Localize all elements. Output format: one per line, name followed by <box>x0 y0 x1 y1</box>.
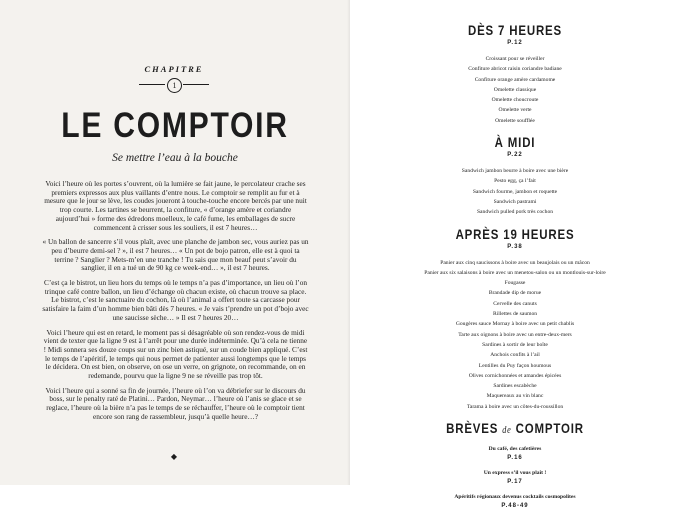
menu-item: Confiture orange amère cardamome <box>474 76 556 83</box>
menu-item: Rillettes de saumon <box>492 311 538 318</box>
page-title: LE COMPTOIR <box>61 106 289 145</box>
menu-item: Fougasse <box>504 280 526 287</box>
section-title-prefix: BRÈVES <box>446 420 499 437</box>
section-title <box>437 420 593 439</box>
menu-item: Tarte aux oignons à boire avec un entre-deux-mers <box>458 331 572 338</box>
section-title-suffix: COMPTOIR <box>515 420 584 437</box>
paragraph: Voici l’heure qui a sonné sa fin de journée, l’heure où l’on va débriefer sur le discours du boss, sur le penalty raté de Platini… Pardon, Neymar… l’heure où l’anis se glace et se reglace, l’heure où la bière n’a pas le temps de se réchauffer, l’heure où le comptoir tient encore son rang de rassembleur, jusqu’à quelle heure…? <box>45 385 306 421</box>
menu-item: Sandwich jambon beurre à boire avec une bière <box>461 168 569 175</box>
menu-item: Omelette classique <box>493 86 537 93</box>
menu-item: Pesto egg, ça l’fait <box>494 178 536 185</box>
chapter-badge <box>135 64 213 108</box>
chapter-label: CHAPITRE <box>144 64 204 74</box>
paragraph: Voici l’heure où les portes s’ouvrent, où la lumière se fait jaune, le percolateur crache ses premiers expressos aux plus vaillants d’entre nous. Le comptoir se remplit au fur et à mesure que le jour se lève, les coudes joueront à touche-touche encore bercés par une nuit trop courte. Les tartines se beurrent, la confiture, « d’orange amère et coriandre aujourd’hui » forme des édredons moelleux, le café fume, les emballages de sucre commencent à crisser sous les souliers, il est 7 heures… <box>44 179 307 232</box>
section-title: DÈS 7 HEURES <box>467 22 563 38</box>
menu-item: Sardines à sortir de leur boîte <box>482 341 548 348</box>
menu-item: Confiture abricot raisin coriandre badiane <box>468 66 562 73</box>
body-text <box>42 180 309 428</box>
section-page: P.12 <box>507 40 523 46</box>
paragraph: Voici l’heure qui est en retard, le moment pas si désagréable où son rendez-vous de midi vient de texter que la ligne 9 est à l’arrêt pour une durée indéterminée. Qu’à cela ne tienne ! Midi sonnera ses douze coups sur un zinc bien astiqué, sur un coude bien appliqué. C’est le temps de l’apéritif, le temps qui nous permet de patienter aussi longtemps que le temps le décidera. On est bien, on observe, on ose un verre, on grignote, on recommande, on en redemande, pourvu que la ligne 9 ne se réveille pas trop tôt. <box>43 327 308 381</box>
badge-rule-left <box>139 84 165 85</box>
section-title: APRÈS 19 HEURES <box>455 225 575 242</box>
menu-item: Maquereaux au vin blanc <box>486 393 544 400</box>
page-subtitle: Se mettre l’eau à la bouche <box>112 152 238 164</box>
brief-label: Un express s’il vous plaît ! <box>483 470 547 477</box>
section-title-mid: de <box>502 425 512 437</box>
brief-page: P.16 <box>507 455 523 462</box>
section-page: P.38 <box>507 243 523 250</box>
paragraph: « Un ballon de sancerre s’il vous plaît, avec une planche de jambon sec, vous auriez pas un peu d’beurre demi-sel ? », il est 7 heures… « Un pot de bojo patron, elle est à quoi ta terrine ? Sanglier ? Mets-m’en une tranche ! Tu sais que mon beauf peut s’avoir du sanglier, il en a tué un de 90 kg ce week-end… », il est 7 heures. <box>42 237 309 273</box>
menu-item: Anchois confits à l’ail <box>490 352 540 359</box>
section-title: À MIDI <box>494 134 536 151</box>
menu-item: Gougères sauce Mornay à boire avec un petit chablis <box>455 321 575 328</box>
menu-item: Panier aux cinq saucissons à boire avec un beaujolais ou un mâcon <box>440 259 590 266</box>
brief-label: Du café, des cafetières <box>488 446 542 453</box>
menu-item: Cervelle des canuts <box>493 300 537 307</box>
menu-item: Sandwich pulled pork très cochon <box>476 209 554 216</box>
menu-item: Lentilles du Puy façon houmous <box>478 362 552 369</box>
menu-item: Brandade dip de morue <box>488 290 542 297</box>
menu-item: Panier aux six salaisons à boire avec un menetou-salon ou un montlouis-sur-loire <box>424 269 606 276</box>
menu-item: Sandwich fourme, jambon et roquette <box>472 188 558 195</box>
menu-index <box>420 22 610 517</box>
menu-item: Sandwich pastrami <box>493 198 537 205</box>
brief-page: P.48-49 <box>501 503 529 510</box>
badge-rule-right <box>183 84 209 85</box>
paragraph: C’est ça le bistrot, un lieu hors du temps où le temps n’a pas d’importance, un lieu où l’on trinque café contre ballon, un lieu d’échange où chacun existe, où chacun trouve sa place. Le bistrot, c’est le sanctuaire du cochon, là où l’animal a offert toute sa carcasse pour satisfaire la faim d’un homme bien bâti dès 7 heures. « Je vais t’prendre un pot d’bojo avec une saucisse sèche… » Il est 7 heures 20… <box>42 278 309 322</box>
menu-item: Omelette verte <box>498 107 532 114</box>
end-ornament-icon: ◆ <box>170 452 178 461</box>
brief-label: Apéritifs régionaux devenus cocktails cosmopolites <box>454 494 576 501</box>
brief-page: P.17 <box>507 479 523 486</box>
menu-item: Omelette choucroute <box>491 97 539 104</box>
menu-item: Tarama à boire avec un côtes-du-roussillon <box>466 403 564 410</box>
section-page: P.22 <box>507 152 523 159</box>
menu-item: Croissant pour se réveiller <box>485 56 545 62</box>
menu-item: Olives cornichonnées et amandes épicées <box>468 372 562 379</box>
chapter-number: 1 <box>167 78 182 93</box>
menu-item: Omelette soufflée <box>495 117 535 124</box>
menu-item: Sardines escabèche <box>493 383 537 390</box>
left-page <box>0 0 350 485</box>
